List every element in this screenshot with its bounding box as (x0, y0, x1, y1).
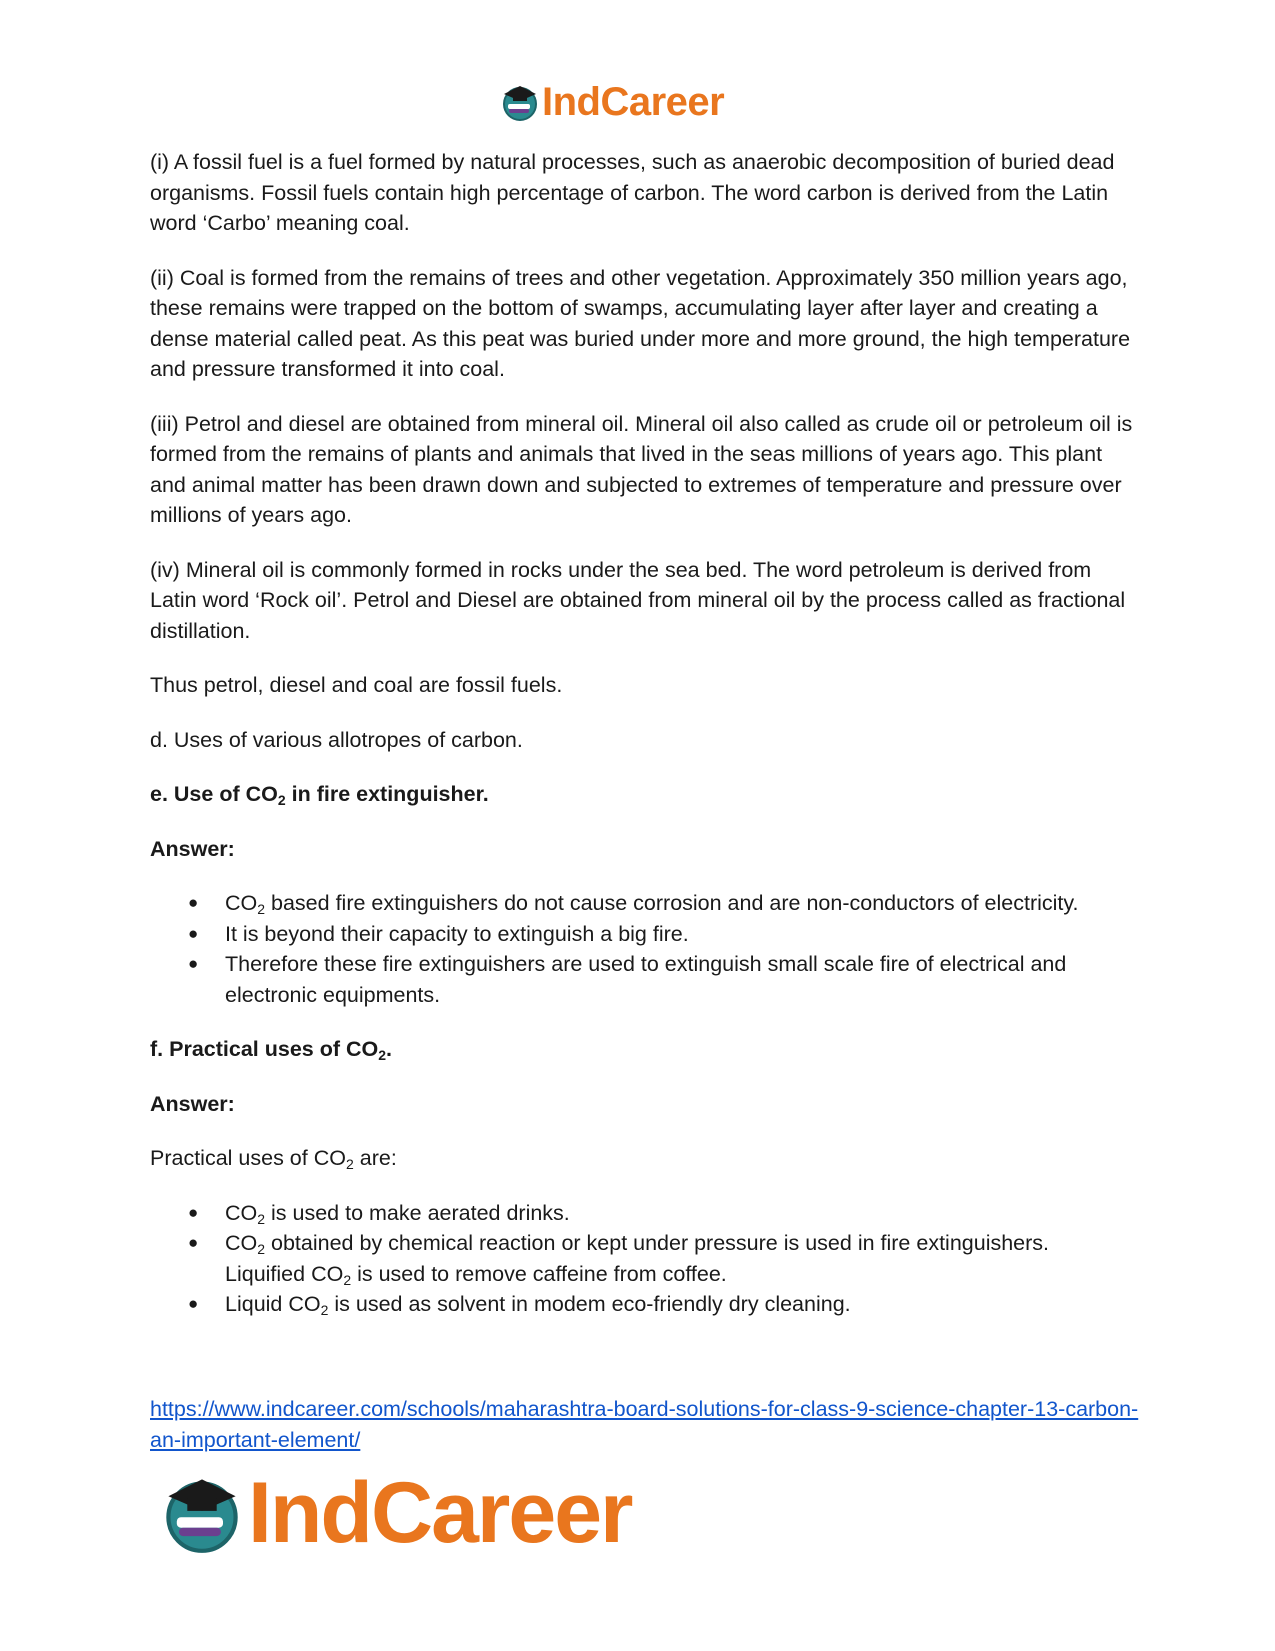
question-e-heading: e. Use of $CO_2$ in fire extinguisher. (150, 782, 489, 808)
logo-wordmark: IndCareer (542, 80, 725, 124)
answer-e-list (150, 888, 1135, 1010)
paragraph-petrol-diesel: (iii) Petrol and diesel are obtained from mineral oil. Mineral oil also called as crude oil or petroleum oil is formed from the remains of plants and animals that lived in the seas millions of years ago. This plant and animal matter has been drawn down and subjected to extremes of temperature and pressure over millions of years ago. (150, 411, 1133, 527)
list-item: ● Therefore these fire extinguishers are used to extinguish small scale fire of electrical and electronic equipments. (150, 949, 1135, 1010)
logo-wordmark: IndCareer (248, 1465, 632, 1561)
list-item: ● Liquid $CO_2$ is used as solvent in modem eco-friendly dry cleaning. (150, 1289, 1135, 1320)
globe-graduation-cap-icon (160, 1471, 244, 1555)
list-item: ● $CO_2$ is used to make aerated drinks. (150, 1198, 1135, 1229)
list-item: ● $CO_2$ based fire extinguishers do not cause corrosion and are non-conductors of electricity. (150, 888, 1135, 919)
list-item: ● $CO_2$ obtained by chemical reaction or kept under pressure is used in fire extinguishers. Liquified $CO_2$ is used to remove caffeine from coffee. (150, 1228, 1135, 1289)
question-f-heading: f. Practical uses of $CO_2$. (150, 1037, 392, 1063)
paragraph-coal: (ii) Coal is formed from the remains of trees and other vegetation. Approximately 350 million years ago, these remains were trapped on the bottom of swamps, accumulating layer after layer and creating a dense material called peat. As this peat was buried under more and more ground, the high temperature and pressure transformed it into coal. (150, 265, 1131, 381)
answer-label-e: Answer: (150, 836, 235, 861)
list-item: ● It is beyond their capacity to extinguish a big fire. (150, 919, 1135, 950)
globe-graduation-cap-icon (500, 82, 540, 122)
answer-f-intro: Practical uses of $CO_2$ are: (150, 1146, 397, 1172)
source-url-link[interactable]: https://www.indcareer.com/schools/maharashtra-board-solutions-for-class-9-science-chapter-13-carbon-an-important-element/ (150, 1397, 1139, 1452)
paragraph-fossil-fuel: (i) A fossil fuel is a fuel formed by natural processes, such as anaerobic decomposition of buried dead organisms. Fossil fuels contain high percentage of carbon. The word carbon is derived from the Latin word ‘Carbo’ meaning coal. (150, 150, 1115, 235)
question-d: d. Uses of various allotropes of carbon. (150, 727, 523, 752)
answer-label-f: Answer: (150, 1091, 235, 1116)
indcareer-logo-header (500, 80, 724, 124)
indcareer-logo-footer (160, 1465, 632, 1561)
paragraph-conclusion: Thus petrol, diesel and coal are fossil fuels. (150, 673, 563, 697)
paragraph-mineral-oil: (iv) Mineral oil is commonly formed in rocks under the sea bed. The word petroleum is derived from Latin word ‘Rock oil’. Petrol and Diesel are obtained from mineral oil by the process called as fractional distillation. (150, 557, 1126, 643)
document-body (150, 147, 1135, 1344)
answer-f-list (150, 1198, 1135, 1320)
